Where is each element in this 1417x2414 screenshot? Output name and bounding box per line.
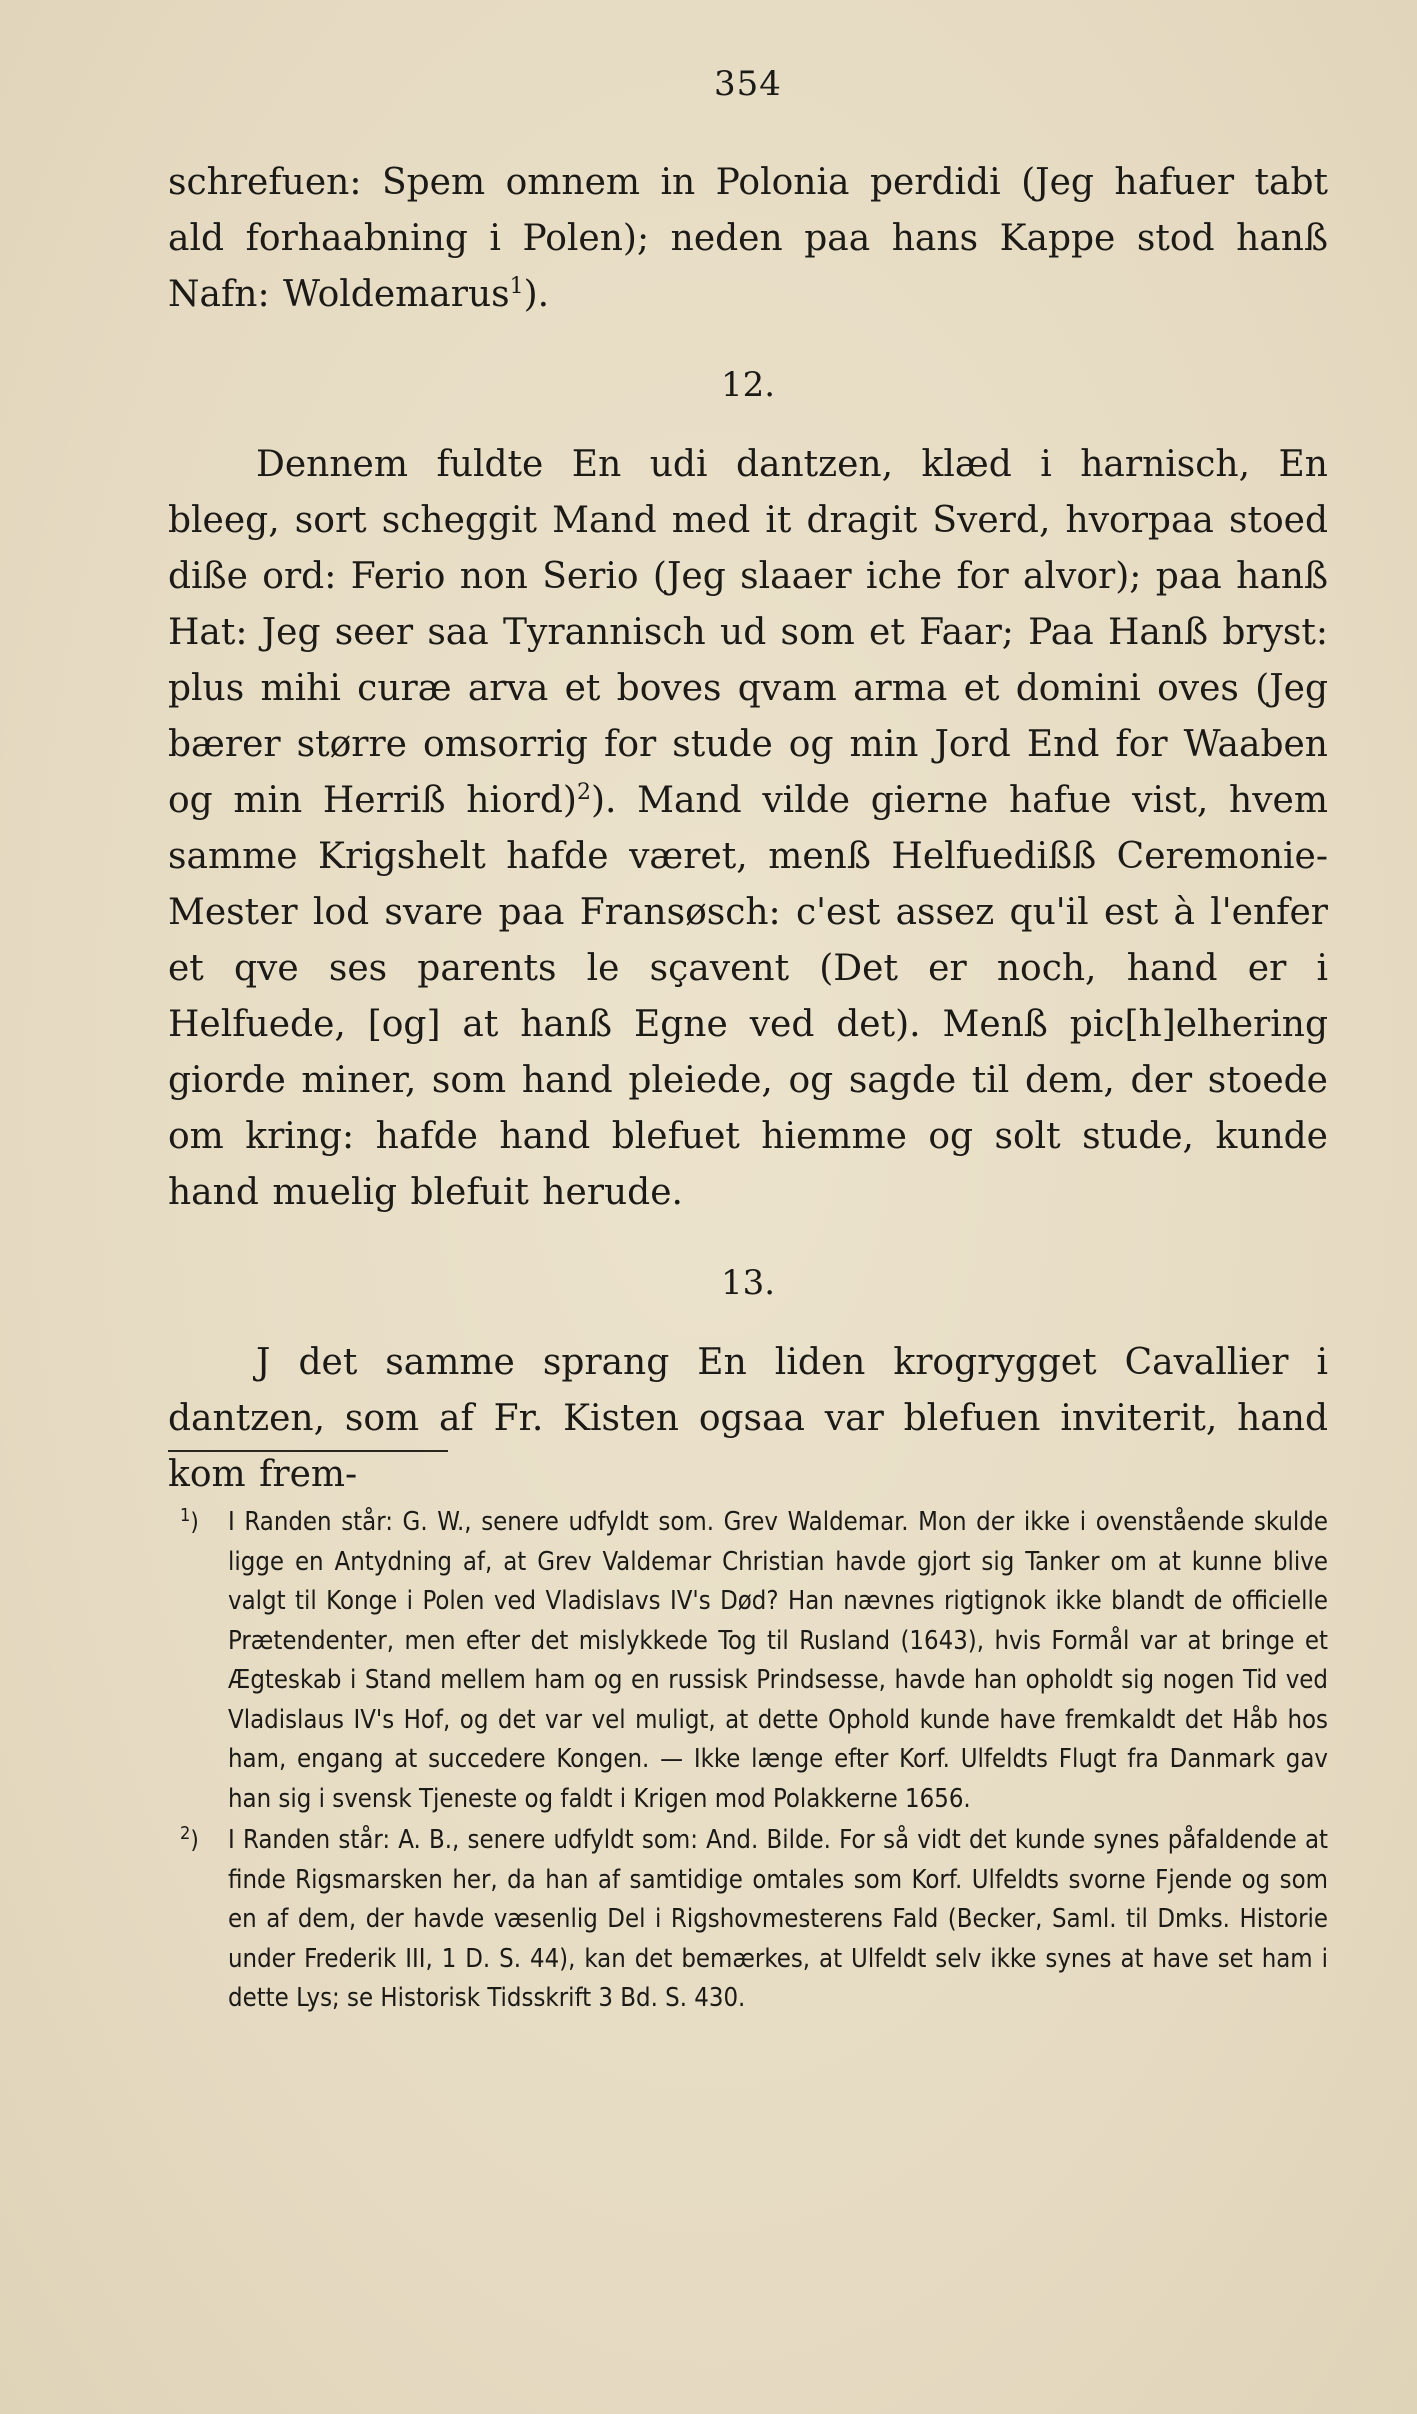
section-number-13: 13. xyxy=(720,1263,776,1303)
footnote-mark: $^1$) xyxy=(180,1505,199,1536)
footnote-1 xyxy=(168,1503,1328,1819)
paragraph-3: J det samme sprang En liden krogrygget Cavallier i dantzen, som af Fr. Kisten ogsaa var blefuen inviterit, hand kom frem- xyxy=(168,1342,1328,1495)
footnote-ref-2: 2 xyxy=(576,780,591,805)
paragraph-1: schrefuen: Spem omnem in Polonia perdidi (Jeg hafuer tabt ald forhaabning i Polen); neden paa hans Kappe stod hanß Nafn: Woldemarus$^1$). xyxy=(168,162,1328,315)
footnote-mark: $^2$) xyxy=(180,1823,199,1854)
footnotes xyxy=(168,1503,1328,2021)
body-text xyxy=(168,155,1328,1503)
footnote-text: I Randen står: G. W., senere udfyldt som. Grev Waldemar. Mon der ikke i ovenstående skulde ligge en Antydning af, at Grev Valdemar Christian havde gjort sig Tanker om at kunne blive valgt til Konge i Polen ved Vladislavs IV's Død? Han nævnes rigtignok ikke blandt de officielle Prætendenter, men efter det mislykkede Tog til Rusland (1643), hvis Formål var at bringe et Ægteskab i Stand mellem ham og en russisk Prindsesse, havde han opholdt sig nogen Tid ved Vladislaus IV's Hof, og det var vel muligt, at dette Ophold kunde have fremkaldt det Håb hos ham, engang at succedere Kongen. — Ikke længe efter Korf. Ulfeldts Flugt fra Danmark gav han sig i svensk Tjeneste og faldt i Krigen mod Polakkerne 1656. xyxy=(228,1507,1328,1814)
footnote-text: I Randen står: A. B., senere udfyldt som: And. Bilde. For så vidt det kunde synes påfaldende at finde Rigsmarsken her, da han af samtidige omtales som Korf. Ulfeldts svorne Fjende og som en af dem, der havde væsenlig Del i Rigshovmesterens Fald (Becker, Saml. til Dmks. Historie under Frederik III, 1 D. S. 44), kan det bemærkes, at Ulfeldt selv ikke synes at have set ham i dette Lys; se Historisk Tidsskrift 3 Bd. S. 430. xyxy=(228,1825,1328,2013)
footnote-ref-1: 1 xyxy=(509,274,524,299)
section-number-12: 12. xyxy=(720,365,776,405)
footnote-2 xyxy=(168,1821,1328,2019)
footnote-divider xyxy=(168,1450,448,1452)
paragraph-2: Dennem fuldte En udi dantzen, klæd i harnisch, En bleeg, sort scheggit Mand med it dragit Sverd, hvorpaa stoed dißе ord: Ferio non Serio (Jeg slaaer iche for alvor); paa hanß Hat: Jeg seer saa Tyrannisch ud som et Faar; Paa Hanß bryst: plus mihi curæ arva et boves qvam arma et domini oves (Jeg bærer større omsorrig for stude og min Jord End for Waaben og min Herriß hiord)$^2$). Mand vilde gierne hafue vist, hvem samme Krigshelt hafde været, menß Helfuedißß Ceremonie-Mester lod svare paa Fransøsch: c'est assez qu'il est à l'enfer et qve ses parents le sçavent (Det er noch, hand er i Helfuede, [og] at hanß Egne ved det). Menß pic[h]elhering giorde miner, som hand pleiede, og sagde til dem, der stoede om kring: hafde hand blefuet hiemme og solt stude, kunde hand muelig blefuit herude. xyxy=(168,444,1328,1213)
page-number: 354 xyxy=(714,64,782,104)
